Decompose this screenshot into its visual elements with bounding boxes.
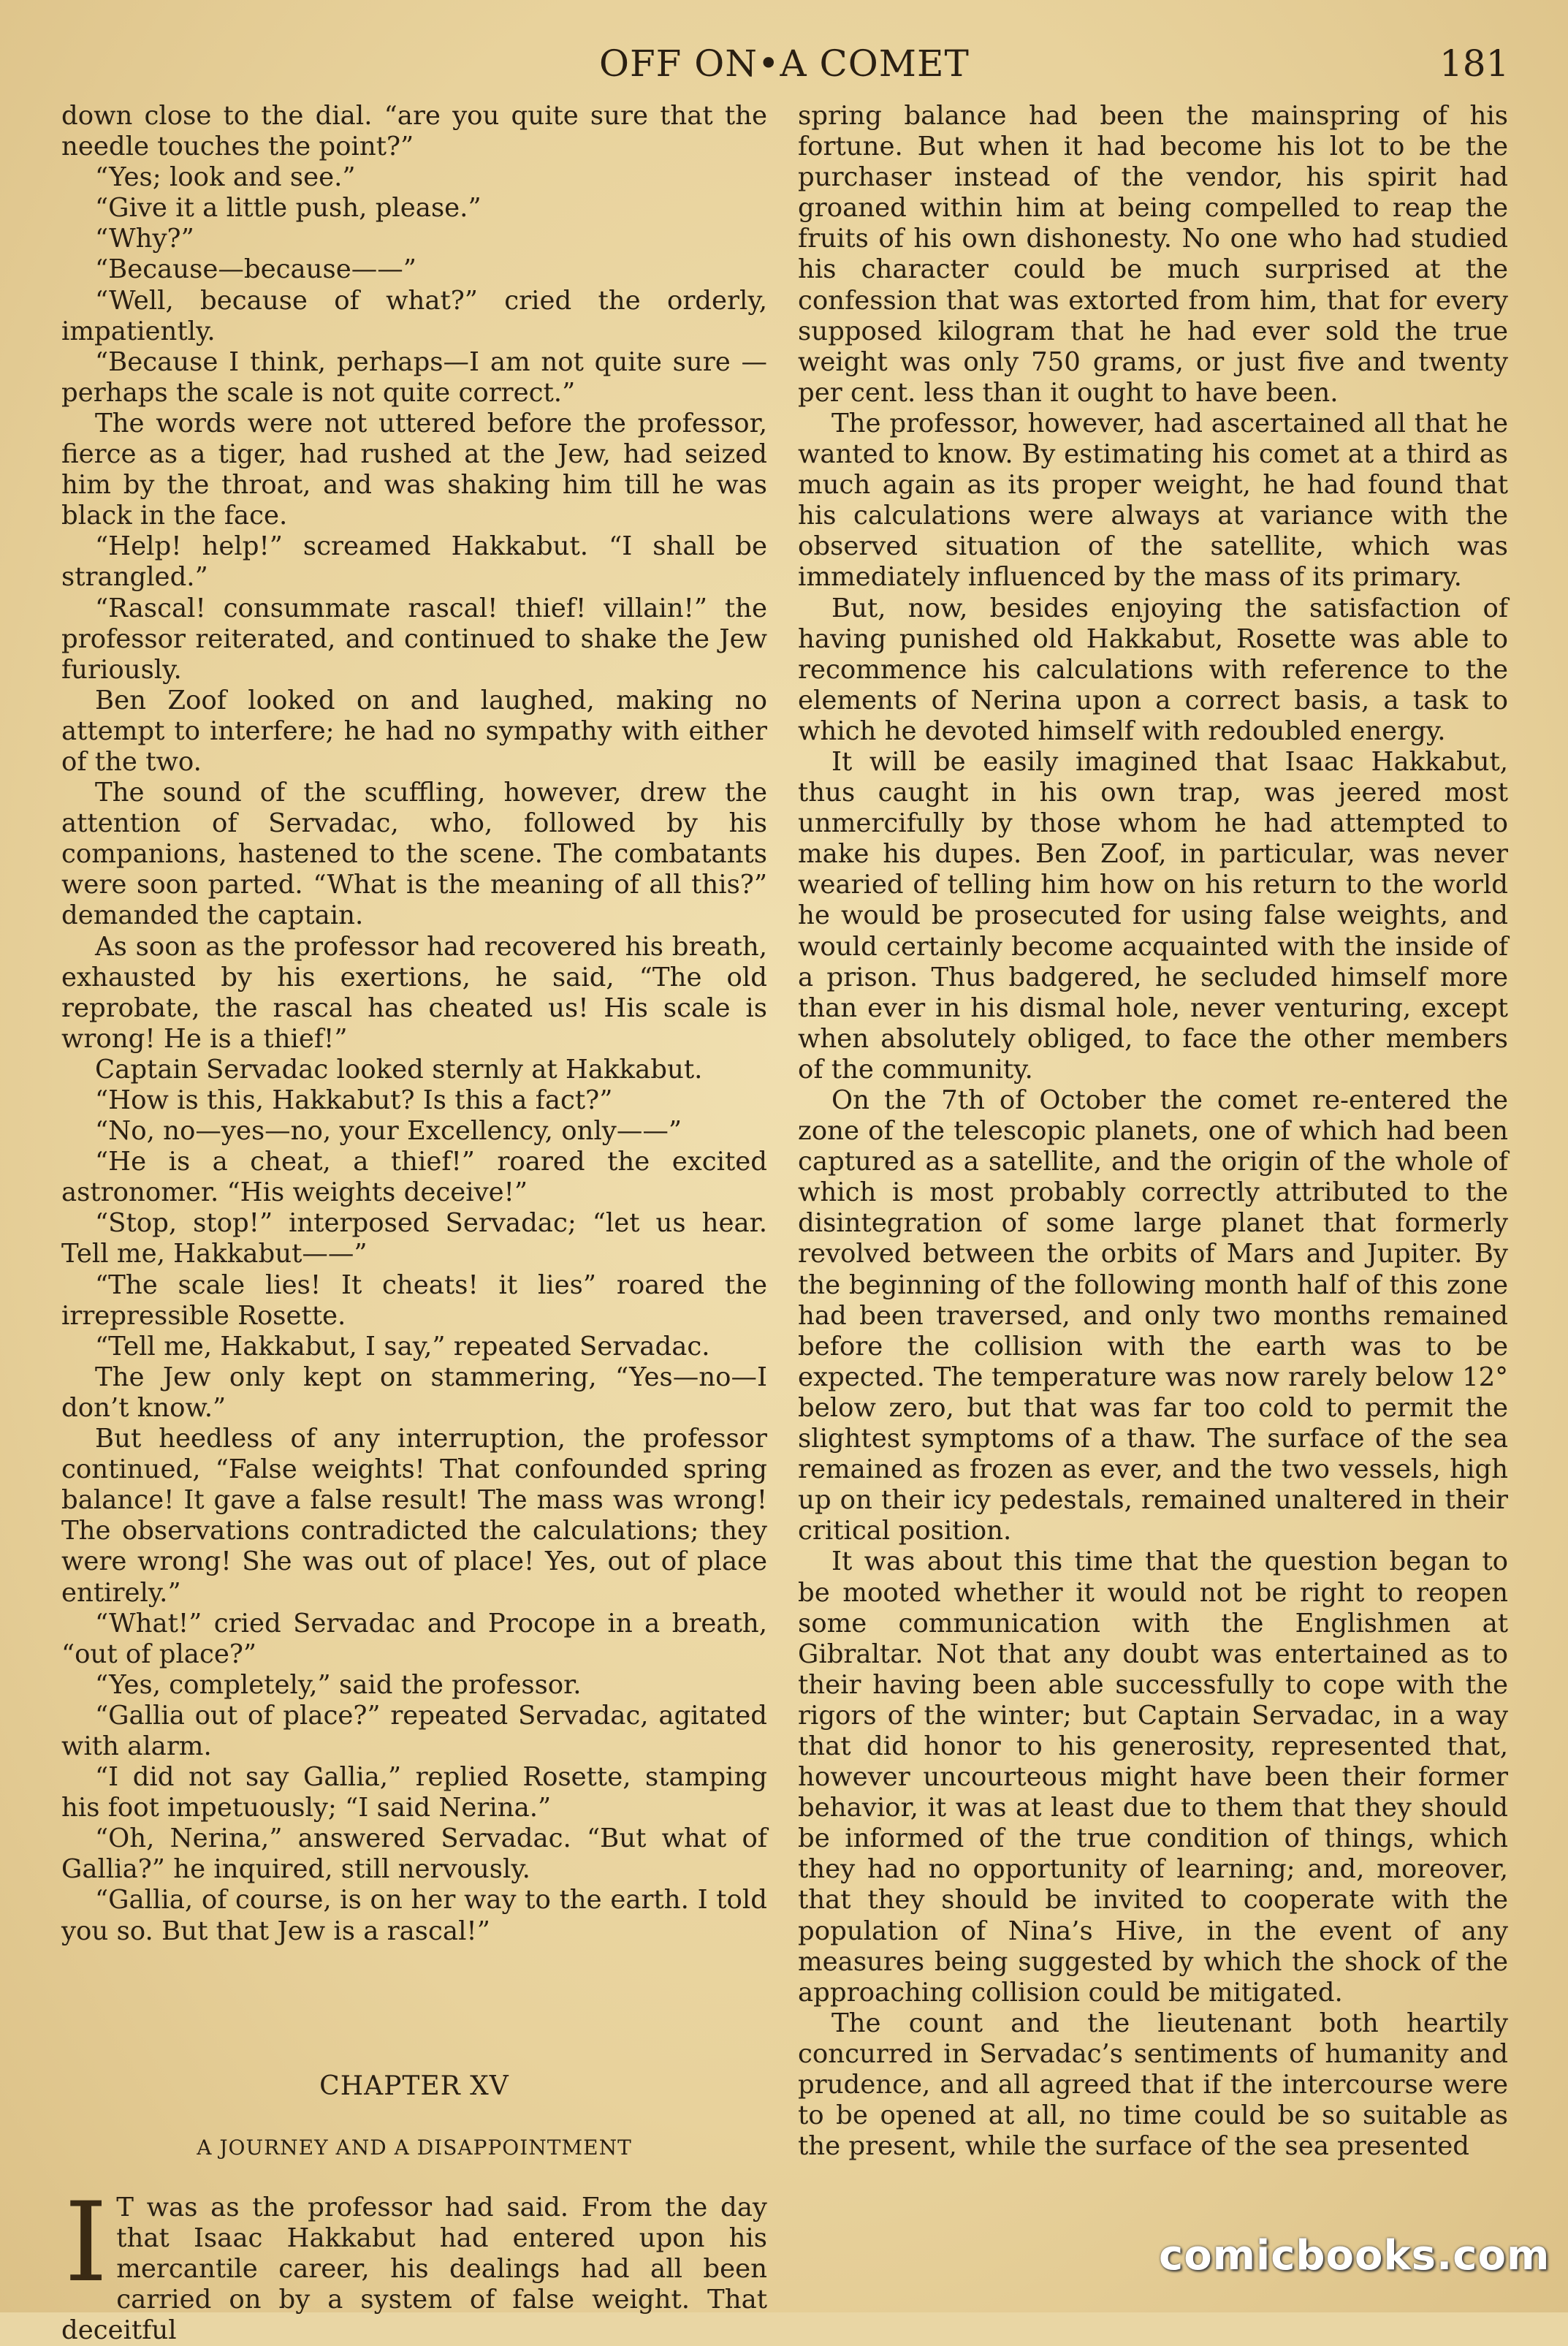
right-column — [798, 101, 1508, 2162]
paragraph: But, now, besides enjoying the satisfaction of having punished old Hakkabut, Rosette was able to recommence his calculations with reference to the elements of Nerina upon a correct basis, a task to which he devoted himself with redoubled energy. — [798, 593, 1508, 746]
paragraph: “No, no—yes—no, your Excellency, only——” — [95, 1116, 682, 1147]
paragraph: The count and the lieutenant both heartily concurred in Servadac’s sentiments of humanity and prudence, and all agreed that if the intercourse were to be opened at all, no time could be so suitable as the present, while the surface of the sea presented — [798, 2008, 1508, 2162]
left-column — [61, 101, 767, 2346]
paragraph: But heedless of any interruption, the professor continued, “False weights! That confounded spring balance! It gave a false result! The mass was wrong! The observations contradicted the calculations; they were wrong! She was out of place! Yes, out of place entirely.” — [61, 1424, 767, 1608]
paragraph: Ben Zoof looked on and laughed, making no attempt to interfere; he had no sympathy with either of the two. — [61, 685, 767, 777]
running-title: OFF ON•A COMET — [599, 42, 970, 85]
paragraph: It will be easily imagined that Isaac Hakkabut, thus caught in his own trap, was jeered most unmercifully by those whom he had attempted to make his dupes. Ben Zoof, in particular, was never wearied of telling him how on his return to the world he would be prosecuted for using false weights, and would certainly become acquainted with the inside of a prison. Thus badgered, he secluded himself more than ever in his dismal hole, never venturing, except when absolutely obliged, to face the other members of the community. — [798, 746, 1508, 1085]
paragraph: Captain Servadac looked sternly at Hakkabut. — [95, 1054, 703, 1085]
paragraph: “Because—because——” — [95, 254, 416, 285]
paragraph: spring balance had been the mainspring of his fortune. But when it had become his lot to be the purchaser instead of the vendor, his spirit had groaned within him at being compelled to reap the fruits of his own dishonesty. No one who had studied his character could be much surprised at the confession that was extorted from him, that for every supposed kilogram that he had ever sold the true weight was only 750 grams, or just five and twenty per cent. less than it ought to have been. — [798, 101, 1508, 408]
paragraph: “Help! help!” screamed Hakkabut. “I shall be strangled.” — [61, 531, 767, 593]
paragraph: “Oh, Nerina,” answered Servadac. “But what of Gallia?” he inquired, still nervously. — [61, 1823, 767, 1885]
paragraph: “How is this, Hakkabut? Is this a fact?” — [95, 1085, 613, 1115]
drop-cap: I — [64, 2179, 108, 2307]
page-header — [0, 42, 1568, 94]
paragraph: “Because I think, perhaps—I am not quite sure —perhaps the scale is not quite correct.” — [61, 346, 767, 408]
paragraph: “Rascal! consummate rascal! thief! villain!” the professor reiterated, and continued to shake the Jew furiously. — [61, 593, 767, 685]
paragraph: “The scale lies! It cheats! it lies” roared the irrepressible Rosette. — [61, 1269, 767, 1331]
paragraph: “Yes; look and see.” — [95, 162, 356, 193]
paragraph: “Gallia out of place?” repeated Servadac, agitated with alarm. — [61, 1700, 767, 1761]
chapter-subtitle: A JOURNEY AND A DISAPPOINTMENT — [197, 2135, 632, 2160]
paragraph: “Gallia, of course, is on her way to the earth. I told you so. But that Jew is a rascal!” — [61, 1885, 767, 1946]
paragraph: It was about this time that the question began to be mooted whether it would not be right to reopen some communication with the Englishmen at Gibraltar. Not that any doubt was entertained as to their having been able successfully to cope with the rigors of the winter; but Captain Servadac, in a way that did honor to his generosity, represented that, however uncourteous might have been their former behavior, it was at least due to them that they should be informed of the true condition of things, which they had no opportunity of learning; and, moreover, that they should be invited to cooperate with the population of Nina’s Hive, in the event of any measures being suggested by which the shock of the approaching collision could be mitigated. — [798, 1546, 1508, 2008]
paragraph: The sound of the scuffling, however, drew the attention of Servadac, who, followed by his companions, hastened to the scene. The combatants were soon parted. “What is the meaning of all this?” demanded the captain. — [61, 778, 767, 931]
paragraph: “Stop, stop!” interposed Servadac; “let us hear. Tell me, Hakkabut——” — [61, 1208, 767, 1269]
chapter-opening-paragraph — [61, 2179, 767, 2346]
paragraph: “Well, because of what?” cried the orderly, impatiently. — [61, 285, 767, 346]
paragraph: The words were not uttered before the professor, fierce as a tiger, had rushed at the Jew, had seized him by the throat, and was shaking him till he was black in the face. — [61, 408, 767, 531]
paragraph: “I did not say Gallia,” replied Rosette, stamping his foot impetuously; “I said Nerina.” — [61, 1762, 767, 1823]
chapter-heading: CHAPTER XV — [319, 2070, 509, 2101]
paragraph: “Tell me, Hakkabut, I say,” repeated Servadac. — [95, 1331, 710, 1362]
watermark: comicbooks.com — [1159, 2232, 1550, 2279]
opening-text: T was as the professor had said. From the day that Isaac Hakkabut had entered upon his mercantile career, his dealings had all been carried on by a system of false weight. That deceitful — [61, 2192, 767, 2346]
paragraph: The professor, however, had ascertained all that he wanted to know. By estimating his comet at a third as much again as its proper weight, he had found that his calculations were always at variance with the observed situation of the satellite, which was immediately influenced by the mass of its primary. — [798, 408, 1508, 593]
paragraph: The Jew only kept on stammering, “Yes—no—I don’t know.” — [61, 1362, 767, 1423]
paragraph: “What!” cried Servadac and Procope in a breath, “out of place?” — [61, 1608, 767, 1669]
paragraph: “Why?” — [95, 224, 194, 254]
paragraph: “Yes, completely,” said the professor. — [95, 1669, 582, 1700]
page-number: 181 — [1439, 42, 1510, 85]
paragraph: “He is a cheat, a thief!” roared the excited astronomer. “His weights deceive!” — [61, 1147, 767, 1208]
paragraph: “Give it a little push, please.” — [95, 193, 482, 224]
paragraph: down close to the dial. “are you quite sure that the needle touches the point?” — [61, 101, 767, 162]
paragraph: As soon as the professor had recovered his breath, exhausted by his exertions, he said, “The old reprobate, the rascal has cheated us! His scale is wrong! He is a thief!” — [61, 931, 767, 1054]
paragraph: On the 7th of October the comet re-entered the zone of the telescopic planets, one of which had been captured as a satellite, and the origin of the whole of which is most probably correctly attributed to the disintegration of some large planet that formerly revolved between the orbits of Mars and Jupiter. By the beginning of the following month half of this zone had been traversed, and only two months remained before the collision with the earth was to be expected. The temperature was now rarely below 12° below zero, but that was far too cold to permit the slightest symptoms of a thaw. The surface of the sea remained as frozen as ever, and the two vessels, high up on their icy pedestals, remained unaltered in their critical position. — [798, 1085, 1508, 1546]
